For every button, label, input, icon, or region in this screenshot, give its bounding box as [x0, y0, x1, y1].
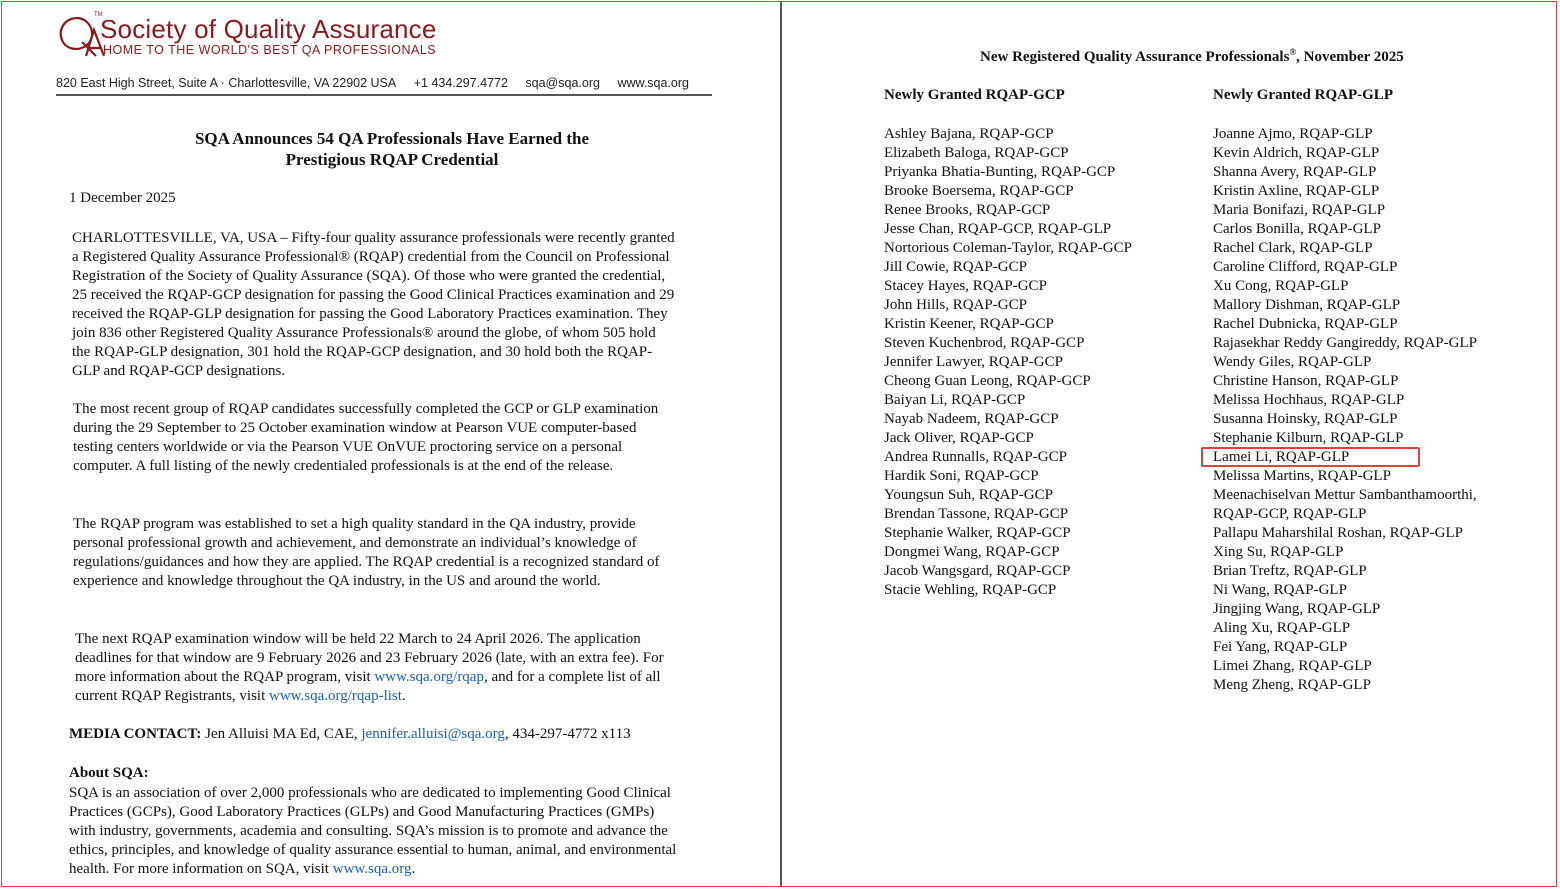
gcp-list-item: Kristin Keener, RQAP-GCP [884, 316, 1054, 332]
glp-list-item: Rachel Clark, RQAP-GLP [1213, 240, 1373, 256]
glp-list-item: Carlos Bonilla, RQAP-GLP [1213, 221, 1381, 237]
next-window-text: The next RQAP examination window will be held 22 March to 24 April 2026. The application deadlines for that window are 9 February 2026 and 23 February 2026 (late, with an extra fee). For more information about the RQAP program, visit [75, 631, 664, 685]
media-contact-label: MEDIA CONTACT: [69, 726, 202, 742]
header-rule [56, 94, 712, 96]
media-contact-phone: , 434-297-4772 x113 [504, 726, 631, 742]
gcp-list-item: Jacob Wangsgard, RQAP-GCP [884, 563, 1071, 579]
website[interactable]: www.sqa.org [617, 76, 689, 90]
glp-list-item: Lamei Li, RQAP-GLP [1213, 449, 1350, 465]
media-contact [69, 726, 631, 743]
glp-list-item: Rachel Dubnicka, RQAP-GLP [1213, 316, 1398, 332]
gcp-column-heading: Newly Granted RQAP-GCP [884, 87, 1065, 103]
gcp-list [884, 125, 1132, 600]
glp-list-item: Ni Wang, RQAP-GLP [1213, 582, 1347, 598]
glp-list-item: Mallory Dishman, RQAP-GLP [1213, 297, 1401, 313]
about-paragraph [69, 784, 677, 879]
rqap-link[interactable]: www.sqa.org/rqap [374, 669, 484, 685]
glp-list-item: Meng Zheng, RQAP-GLP [1213, 677, 1371, 693]
glp-list-item: Rajasekhar Reddy Gangireddy, RQAP-GLP [1213, 335, 1477, 351]
gcp-list-item: John Hills, RQAP-GCP [884, 297, 1027, 313]
glp-list-item: Meenachiselvan Mettur Sambanthamoorthi, [1213, 487, 1477, 503]
paragraph-program: The RQAP program was established to set a high quality standard in the QA industry, provide personal professional growth and achievement, and demonstrate an individual’s knowledge of regulations/guidances and how they are applied. The RQAP credential is a recognized standard of experience and knowledge throughout the QA industry, in the US and around the world. [73, 516, 660, 589]
glp-list-item: Christine Hanson, RQAP-GLP [1213, 373, 1399, 389]
glp-list-item: Xing Su, RQAP-GLP [1213, 544, 1344, 560]
gcp-list-item: Elizabeth Baloga, RQAP-GCP [884, 145, 1069, 161]
gcp-list-item: Renee Brooks, RQAP-GCP [884, 202, 1051, 218]
org-tagline: HOME TO THE WORLD'S BEST QA PROFESSIONALS [103, 43, 437, 57]
gcp-list-item: Jennifer Lawyer, RQAP-GCP [884, 354, 1063, 370]
gcp-list-item: Stacie Wehling, RQAP-GCP [884, 582, 1057, 598]
glp-list-item: Kristin Axline, RQAP-GLP [1213, 183, 1380, 199]
gcp-list-item: Jill Cowie, RQAP-GCP [884, 259, 1027, 275]
glp-list-item: Aling Xu, RQAP-GLP [1213, 620, 1351, 636]
roster-title-text: New Registered Quality Assurance Professionals [980, 49, 1290, 65]
glp-list-item: Fei Yang, RQAP-GLP [1213, 639, 1348, 655]
next-window-text-2: , and for a complete list of all current RQAP Registrants, visit [75, 669, 661, 704]
gcp-list-item: Dongmei Wang, RQAP-GCP [884, 544, 1060, 560]
glp-list-item: Xu Cong, RQAP-GLP [1213, 278, 1349, 294]
gcp-list-item: Nortorious Coleman-Taylor, RQAP-GCP [884, 240, 1132, 256]
glp-list-item: Brian Treftz, RQAP-GLP [1213, 563, 1367, 579]
contact-email[interactable]: sqa@sqa.org [525, 76, 600, 90]
glp-list-item: Jingjing Wang, RQAP-GLP [1213, 601, 1381, 617]
gcp-list-item: Stephanie Walker, RQAP-GCP [884, 525, 1071, 541]
next-window-end: . [401, 688, 406, 704]
glp-list-item: Melissa Hochhaus, RQAP-GLP [1213, 392, 1405, 408]
gcp-list-item: Brendan Tassone, RQAP-GCP [884, 506, 1069, 522]
street-address: 820 East High Street, Suite A · Charlottesville, VA 22902 USA [56, 76, 397, 90]
roster-title-reg: ® [1289, 47, 1297, 57]
rqap-list-link[interactable]: www.sqa.org/rqap-list [269, 688, 402, 704]
gcp-list-item: Hardik Soni, RQAP-GCP [884, 468, 1039, 484]
gcp-list-item: Ashley Bajana, RQAP-GCP [884, 126, 1054, 142]
glp-list-item: Maria Bonifazi, RQAP-GLP [1213, 202, 1386, 218]
headline-line-2: Prestigious RQAP Credential [285, 150, 499, 169]
glp-list-item: Wendy Giles, RQAP-GLP [1213, 354, 1372, 370]
glp-list-item: Shanna Avery, RQAP-GLP [1213, 164, 1377, 180]
paragraph-exam-window: The most recent group of RQAP candidates successfully completed the GCP or GLP examination during the 29 September to 25 October examination window at Pearson VUE computer-based testing centers worldwide or via the Pearson VUE OnVUE proctoring service on a personal computer. A full listing of the newly credentialed professionals is at the end of the release. [73, 401, 659, 474]
glp-list [1213, 125, 1477, 695]
glp-list-item: Limei Zhang, RQAP-GLP [1213, 658, 1372, 674]
gcp-list-item: Youngsun Suh, RQAP-GCP [884, 487, 1053, 503]
media-contact-name: Jen Alluisi MA Ed, CAE, [201, 726, 362, 742]
gcp-list-item: Jesse Chan, RQAP-GCP, RQAP-GLP [884, 221, 1112, 237]
gcp-list-item: Priyanka Bhatia-Bunting, RQAP-GCP [884, 164, 1116, 180]
about-end: . [411, 861, 416, 877]
gcp-list-item: Stacey Hayes, RQAP-GCP [884, 278, 1047, 294]
glp-column-heading: Newly Granted RQAP-GLP [1213, 87, 1393, 103]
about-text: SQA is an association of over 2,000 professionals who are dedicated to implementing Good Clinical Practices (GCPs), Good Laboratory Practices (GLPs) and Good Manufacturing Practices (GMPs) with industry, governments, academia and consulting. SQA’s mission is to promote and advance the ethics, principles, and knowledge of quality assurance essential to human, animal, and environmental health. For more information on SQA, visit [69, 785, 677, 877]
glp-list-item: Pallapu Maharshilal Roshan, RQAP-GLP [1213, 525, 1463, 541]
roster-title [980, 47, 1404, 66]
gcp-list-item: Jack Oliver, RQAP-GCP [884, 430, 1034, 446]
about-heading: About SQA: [69, 765, 149, 781]
media-contact-email[interactable]: jennifer.alluisi@sqa.org [361, 726, 505, 742]
gcp-list-item: Brooke Boersema, RQAP-GCP [884, 183, 1074, 199]
sqa-website-link[interactable]: www.sqa.org [332, 861, 412, 877]
gcp-list-item: Andrea Runnalls, RQAP-GCP [884, 449, 1067, 465]
phone-number: +1 434.297.4772 [413, 76, 508, 90]
glp-list-item: RQAP-GCP, RQAP-GLP [1213, 506, 1367, 522]
paragraph-intro: CHARLOTTESVILLE, VA, USA – Fifty-four quality assurance professionals were recently granted a Registered Quality Assurance Professional® (RQAP) credential from the Council on Professional Registration of the Society of Quality Assurance (SQA). Of those who were granted the credential, 25 received the RQAP-GCP designation for passing the Good Clinical Practices examination and 29 received the RQAP-GLP designation for passing the Good Laboratory Practices examination. They join 836 other Registered Quality Assurance Professionals® around the globe, of whom 505 hold the RQAP-GLP designation, 301 hold the RQAP-GCP designation, and 30 hold both the RQAP-GLP and RQAP-GCP designations. [72, 230, 675, 379]
page-divider [780, 2, 782, 886]
gcp-list-item: Nayab Nadeem, RQAP-GCP [884, 411, 1059, 427]
paragraph-next-window [75, 630, 679, 706]
glp-list-item: Kevin Aldrich, RQAP-GLP [1213, 145, 1380, 161]
glp-list-item: Stephanie Kilburn, RQAP-GLP [1213, 430, 1404, 446]
glp-list-item: Joanne Ajmo, RQAP-GLP [1213, 126, 1373, 142]
glp-list-item: Susanna Hoinsky, RQAP-GLP [1213, 411, 1398, 427]
glp-list-item: Caroline Clifford, RQAP-GLP [1213, 259, 1398, 275]
roster-title-suffix: , November 2025 [1296, 49, 1404, 65]
gcp-list-item: Baiyan Li, RQAP-GCP [884, 392, 1026, 408]
release-headline [60, 128, 724, 170]
logo-trademark: TM [94, 12, 103, 18]
gcp-list-item: Steven Kuchenbrod, RQAP-GCP [884, 335, 1085, 351]
headline-line-1: SQA Announces 54 QA Professionals Have Earned the [194, 129, 590, 148]
release-date: 1 December 2025 [69, 190, 176, 206]
gcp-list-item: Cheong Guan Leong, RQAP-GCP [884, 373, 1091, 389]
glp-list-item: Melissa Martins, RQAP-GLP [1213, 468, 1391, 484]
org-name: Society of Quality Assurance [100, 14, 437, 44]
highlight-box [1201, 447, 1420, 467]
contact-line [56, 76, 703, 90]
